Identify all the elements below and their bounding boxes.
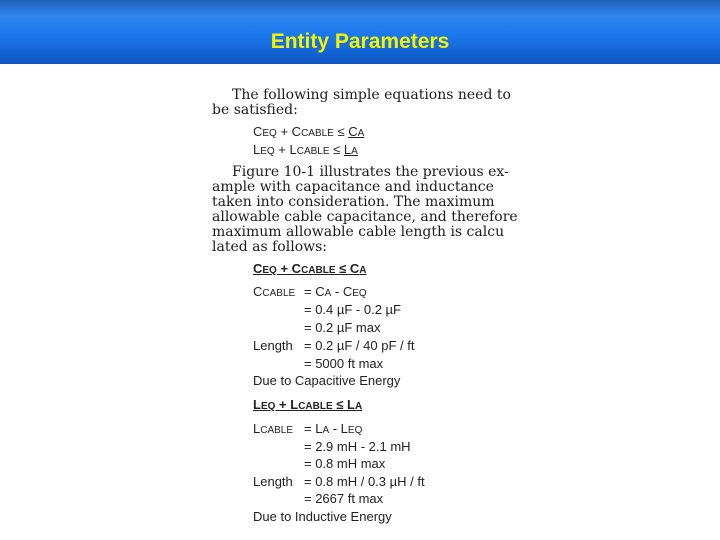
paragraph-line-3: taken into consideration. The maximum (212, 194, 495, 210)
paragraph-line-6: lated as follows: (212, 239, 328, 255)
capacitive-value-5: = 5000 ft max (304, 356, 384, 371)
intro-line-1: The following simple equations need to (232, 87, 511, 103)
inductive-footer: Due to Inductive Energy (253, 509, 392, 524)
capacitive-value-4: = 0.2 µF / 40 pF / ft (304, 338, 415, 353)
paragraph-line-1: Figure 10-1 illustrates the previous ex- (232, 164, 509, 180)
title-bar (0, 0, 720, 64)
inductive-value-3: = 0.8 mH max (304, 456, 386, 471)
paragraph-line-4: allowable cable capacitance, and therefore (212, 209, 518, 225)
paragraph-line-2: ample with capacitance and inductance (212, 179, 494, 195)
inductive-value-4: = 0.8 mH / 0.3 µH / ft (304, 474, 425, 489)
equation-capacitance: CEQ + CCABLE ≤ CA (253, 124, 365, 139)
capacitive-label-length: Length (253, 338, 293, 353)
inductive-label-length: Length (253, 474, 293, 489)
inductive-label-lcable: LCABLE (253, 421, 294, 436)
capacitive-value-3: = 0.2 µF max (304, 320, 381, 335)
capacitive-value-1: = CA - CEQ (304, 284, 367, 299)
inductive-value-5: = 2667 ft max (304, 491, 384, 506)
capacitive-value-2: = 0.4 µF - 0.2 µF (304, 302, 401, 317)
capacitive-label-ccable: CCABLE (253, 284, 296, 299)
paragraph-line-5: maximum allowable cable length is calcu (212, 224, 505, 240)
inductive-header: LEQ + LCABLE ≤ LA (253, 397, 363, 412)
capacitive-header: CEQ + CCABLE ≤ CA (253, 261, 367, 276)
inductive-value-1: = LA - LEQ (304, 421, 363, 436)
inductive-value-2: = 2.9 mH - 2.1 mH (304, 439, 411, 454)
equation-inductance: LEQ + LCABLE ≤ LA (253, 142, 358, 157)
intro-line-2: be satisfied: (212, 102, 298, 118)
capacitive-footer: Due to Capacitive Energy (253, 373, 401, 388)
slide-title: Entity Parameters (270, 30, 450, 53)
